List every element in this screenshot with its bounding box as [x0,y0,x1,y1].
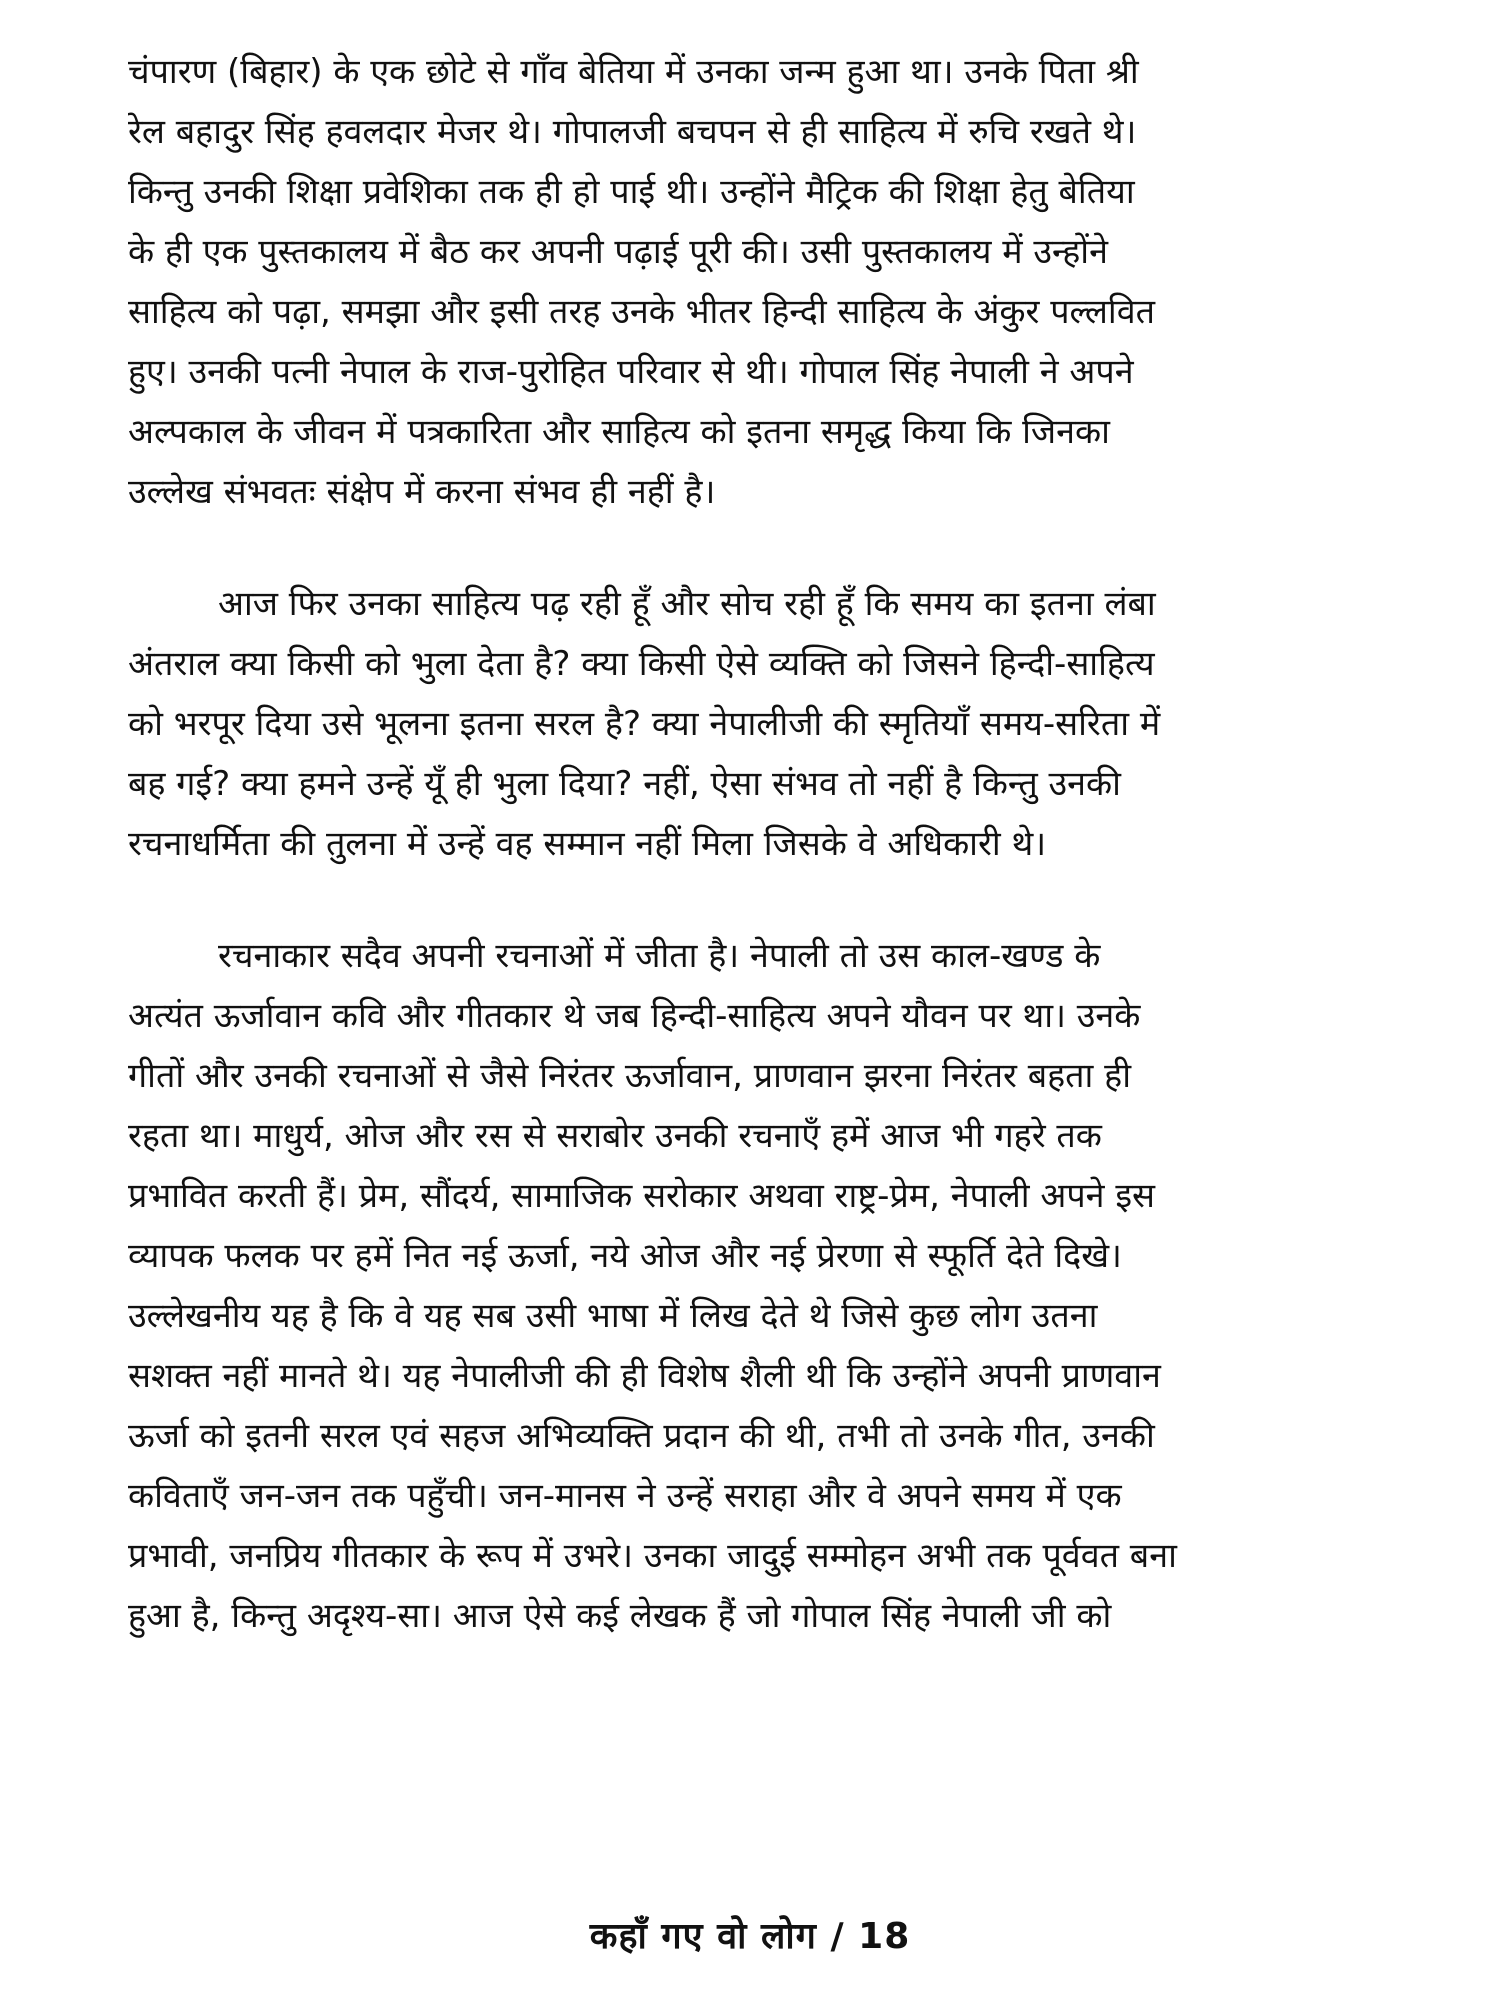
paragraph-line: प्रभावित करती हैं। प्रेम, सौंदर्य, सामाजिक सरोकार अथवा राष्ट्र-प्रेम, नेपाली अपने इस [128,1176,1156,1216]
paragraph-2 [128,574,1384,874]
paragraph-line: आज फिर उनका साहित्य पढ़ रही हूँ और सोच रही हूँ कि समय का इतना लंबा [218,584,1156,624]
paragraph-line: प्रभावी, जनप्रिय गीतकार के रूप में उभरे। उनका जादुई सम्मोहन अभी तक पूर्ववत बना [128,1536,1177,1576]
paragraph-line: बह गई? क्या हमने उन्हें यूँ ही भुला दिया? नहीं, ऐसा संभव तो नहीं है किन्तु उनकी [128,764,1121,804]
paragraph-line: सशक्त नहीं मानते थे। यह नेपालीजी की ही विशेष शैली थी कि उन्होंने अपनी प्राणवान [128,1356,1161,1396]
paragraph-line: के ही एक पुस्तकालय में बैठ कर अपनी पढ़ाई पूरी की। उसी पुस्तकालय में उन्होंने [128,232,1108,272]
paragraph-line: रेल बहादुर सिंह हवलदार मेजर थे। गोपालजी बचपन से ही साहित्य में रुचि रखते थे। [128,112,1137,152]
page-footer: कहाँ गए वो लोग / 18 [589,1916,911,1957]
body-text [128,42,1384,1646]
paragraph-spacer [128,522,1384,574]
paragraph-line: ऊर्जा को इतनी सरल एवं सहज अभिव्यक्ति प्रदान की थी, तभी तो उनके गीत, उनकी [128,1416,1155,1456]
paragraph-line: कविताएँ जन-जन तक पहुँची। जन-मानस ने उन्हें सराहा और वे अपने समय में एक [128,1476,1122,1516]
paragraph-line: किन्तु उनकी शिक्षा प्रवेशिका तक ही हो पाई थी। उन्होंने मैट्रिक की शिक्षा हेतु बेतिया [128,172,1135,212]
paragraph-line: अंतराल क्या किसी को भुला देता है? क्या किसी ऐसे व्यक्ति को जिसने हिन्दी-साहित्य [128,644,1155,684]
paragraph-line: रचनाकार सदैव अपनी रचनाओं में जीता है। नेपाली तो उस काल-खण्ड के [218,936,1101,976]
paragraph-line: उल्लेखनीय यह है कि वे यह सब उसी भाषा में लिख देते थे जिसे कुछ लोग उतना [128,1296,1098,1336]
paragraph-1 [128,42,1384,522]
paragraph-line: साहित्य को पढ़ा, समझा और इसी तरह उनके भीतर हिन्दी साहित्य के अंकुर पल्लवित [128,292,1156,332]
paragraph-line: हुए। उनकी पत्नी नेपाल के राज-पुरोहित परिवार से थी। गोपाल सिंह नेपाली ने अपने [128,352,1134,392]
paragraph-line: व्यापक फलक पर हमें नित नई ऊर्जा, नये ओज और नई प्रेरणा से स्फूर्ति देते दिखे। [128,1236,1122,1276]
paragraph-line: उल्लेख संभवतः संक्षेप में करना संभव ही नहीं है। [128,472,716,512]
paragraph-line: हुआ है, किन्तु अदृश्य-सा। आज ऐसे कई लेखक हैं जो गोपाल सिंह नेपाली जी को [128,1596,1112,1636]
paragraph-line: चंपारण (बिहार) के एक छोटे से गाँव बेतिया में उनका जन्म हुआ था। उनके पिता श्री [128,52,1139,92]
paragraph-spacer [128,874,1384,926]
paragraph-line: अत्यंत ऊर्जावान कवि और गीतकार थे जब हिन्दी-साहित्य अपने यौवन पर था। उनके [128,996,1141,1036]
paragraph-3 [128,926,1384,1646]
paragraph-line: गीतों और उनकी रचनाओं से जैसे निरंतर ऊर्जावान, प्राणवान झरना निरंतर बहता ही [128,1056,1132,1096]
paragraph-line: रचनाधर्मिता की तुलना में उन्हें वह सम्मान नहीं मिला जिसके वे अधिकारी थे। [128,824,1047,864]
paragraph-line: अल्पकाल के जीवन में पत्रकारिता और साहित्य को इतना समृद्ध किया कि जिनका [128,412,1110,452]
paragraph-line: रहता था। माधुर्य, ओज और रस से सराबोर उनकी रचनाएँ हमें आज भी गहरे तक [128,1116,1102,1156]
paragraph-line: को भरपूर दिया उसे भूलना इतना सरल है? क्या नेपालीजी की स्मृतियाँ समय-सरिता में [128,704,1161,744]
